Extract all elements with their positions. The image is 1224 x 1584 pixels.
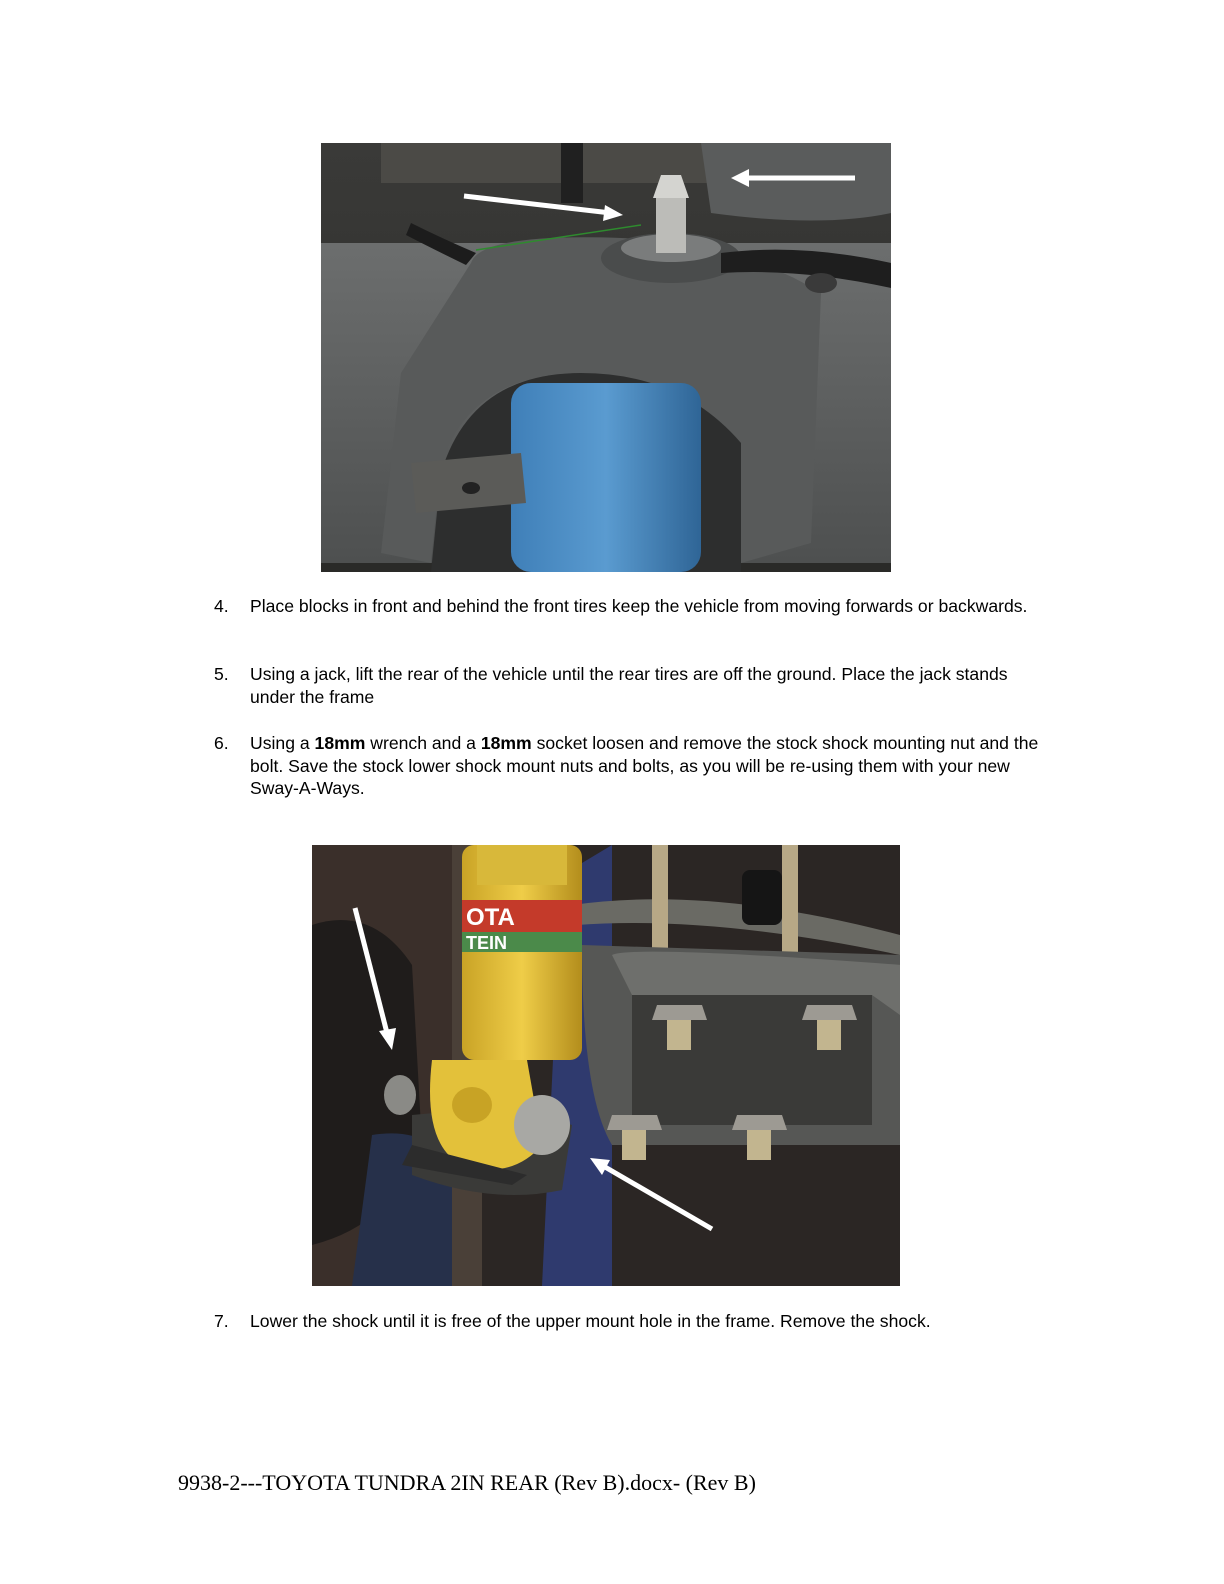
document-footer: 9938-2---TOYOTA TUNDRA 2IN REAR (Rev B).docx- (Rev B) <box>178 1470 756 1495</box>
step-text-part: wrench and a <box>365 733 481 753</box>
step-6 <box>214 732 1044 800</box>
step-5 <box>214 663 1044 708</box>
socket-size: 18mm <box>480 733 532 753</box>
upper-shock-mount-photo <box>321 143 891 572</box>
step-4 <box>214 595 1044 618</box>
step-text: Using a jack, lift the rear of the vehicle until the rear tires are off the ground. Place the jack stands under the frame <box>250 664 1008 707</box>
step-7 <box>214 1310 1044 1333</box>
step-text: Place blocks in front and behind the front tires keep the vehicle from moving forwards or backwards. <box>250 596 1028 616</box>
step-number: 7. <box>214 1311 229 1331</box>
step-text <box>250 732 1044 800</box>
lower-shock-mount-photo <box>312 845 900 1286</box>
step-number: 6. <box>214 733 229 753</box>
shock-label-text: TEIN <box>466 933 508 953</box>
step-text-part: socket loosen and remove the stock shock mounting nut and the bolt. Save the stock lower shock mount nuts and bolts, as you will be re-using them with your new Sway-A-Ways. <box>250 733 1039 798</box>
shock-label-text: OTA <box>466 904 515 931</box>
step-text-part: Using a <box>250 733 315 753</box>
step-text: Lower the shock until it is free of the upper mount hole in the frame. Remove the shock. <box>250 1311 931 1331</box>
step-number: 5. <box>214 664 229 684</box>
step-number: 4. <box>214 596 229 616</box>
lower-shock-mount-image <box>312 845 900 1286</box>
wrench-size: 18mm <box>314 733 366 753</box>
upper-shock-mount-image <box>321 143 891 572</box>
